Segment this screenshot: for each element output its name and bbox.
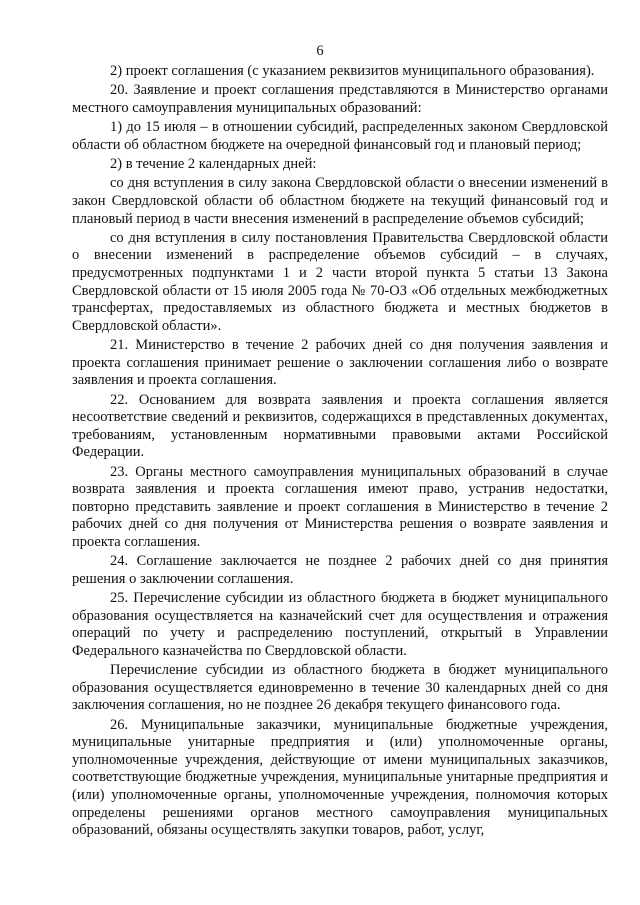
paragraph-25: 25. Перечисление субсидии из областного бюджета в бюджет муниципального образования осуществляется на казначейский счет для осуществления и отражения операций по учету и распределению поступлений, открытый в Управлении Федерального казначейства по Свердловской области. <box>72 590 608 659</box>
paragraph-22: 22. Основанием для возврата заявления и проекта соглашения является несоответствие сведений и реквизитов, содержащихся в представленных документах, требованиям, установленным нормативными правовыми актами Российской Федерации. <box>72 391 608 461</box>
paragraph-20: 20. Заявление и проект соглашения представляются в Министерство органами местного самоуправления муниципальных образований: <box>72 82 608 116</box>
paragraph-20-2: 2) в течение 2 календарных дней: <box>110 156 317 173</box>
paragraph-20-2-law: со дня вступления в силу закона Свердловской области о внесении изменений в закон Свердловской области об областном бюджете на текущий финансовый год и плановый период в части внесения изменений в распределение объемов субсидий; <box>72 175 608 227</box>
paragraph-20-1: 1) до 15 июля – в отношении субсидий, распределенных законом Свердловской области об областном бюджете на очередной финансовый год и плановый период; <box>72 119 608 153</box>
paragraph-26: 26. Муниципальные заказчики, муниципальные бюджетные учреждения, муниципальные унитарные предприятия и (или) уполномоченные органы, уполномоченные учреждения, действующие от имени муниципальных заказчиков, соответствующие бюджетные учреждения, муниципальные унитарные предприятия и (или) уполномоченные органы, уполномоченные учреждения, полномочия которых определены решениями органов местного самоуправления муниципальных образований, обязаны осуществлять закупки товаров, работ, услуг, <box>72 716 608 839</box>
paragraph-20-2-resolution: со дня вступления в силу постановления Правительства Свердловской области о внесении изменений в распределение объемов субсидий – в случаях, предусмотренных подпунктами 1 и 2 части второй пункта 5 статьи 13 Закона Свердловской области от 15 июля 2005 года № 70-ОЗ «Об отдельных межбюджетных трансфертах, предоставляемых из областного бюджета и местных бюджетов в Свердловской области». <box>72 229 608 334</box>
paragraph-24: 24. Соглашение заключается не позднее 2 рабочих дней со дня принятия решения о заключении соглашения. <box>72 553 608 587</box>
paragraph-23: 23. Органы местного самоуправления муниципальных образований в случае возврата заявления и проекта соглашения имеют право, устранив недостатки, повторно представить заявление и проект соглашения в Министерство в течение 2 рабочих дней со дня получения от Министерства решения о возврате заявления и проекта соглашения. <box>72 463 608 550</box>
paragraph-21: 21. Министерство в течение 2 рабочих дней со дня получения заявления и проекта соглашения принимает решение о заключении соглашения либо о возврате заявления и проекта соглашения. <box>72 337 608 389</box>
document-body <box>72 63 608 841</box>
paragraph-25-transfer: Перечисление субсидии из областного бюджета в бюджет муниципального образования осуществляется единовременно в течение 30 календарных дней со дня заключения соглашения, но не позднее 26 декабря текущего финансового года. <box>72 662 608 714</box>
page-number: 6 <box>316 43 324 59</box>
paragraph-item-2-project: 2) проект соглашения (с указанием реквизитов муниципального образования). <box>110 63 595 79</box>
